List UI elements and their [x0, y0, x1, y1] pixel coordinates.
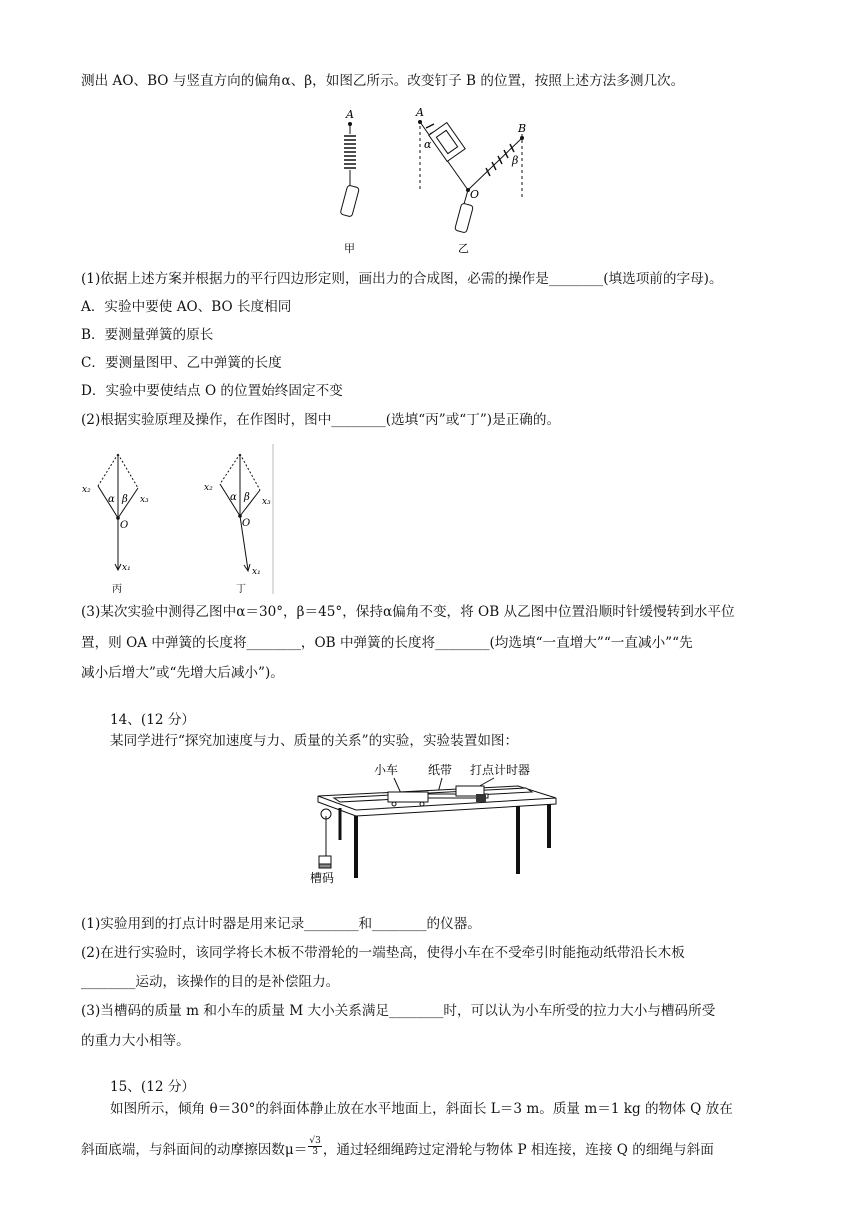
option-a: A．实验中要使 AO、BO 长度相同: [81, 299, 292, 315]
figure-bing: [82, 454, 149, 594]
ding-x1: x₁: [252, 567, 261, 577]
jia-label-A: A: [346, 108, 354, 121]
figure-jia: [340, 108, 359, 255]
label-timer: 打点计时器: [470, 763, 531, 777]
mu-denominator: 3: [312, 1147, 318, 1157]
bing-x3: x₃: [140, 495, 149, 505]
question-2: (2)根据实验原理及操作，在作图时，图中________(选填“丙”或“丁”)是正确的。: [81, 412, 561, 428]
heading-14: 14、(12 分）: [110, 712, 196, 728]
spring-scale-figure: [320, 100, 550, 260]
bing-caption: 丙: [112, 584, 122, 594]
question-3-line-1: (3)某次实验中测得乙图中α＝30°，β＝45°，保持α偏角不变，将 OB 从乙图中位置沿顺时针缓慢转到水平位: [81, 604, 735, 620]
bing-x1: x₁: [122, 563, 131, 573]
yi-label-A: A: [416, 106, 424, 119]
question-14-2-line-1: (2)在进行实验时，该同学将长木板不带滑轮的一端垫高，使得小车在不受牵引时能拖动纸带沿长木板: [81, 945, 685, 961]
apparatus-figure: [304, 758, 564, 908]
jia-caption: 甲: [344, 242, 355, 255]
question-14-3-line-1: (3)当槽码的质量 m 和小车的质量 M 大小关系满足________时，可以认为小车所受的拉力大小与槽码所受: [81, 1003, 716, 1019]
ding-x3: x₃: [262, 497, 271, 507]
question-14-2-line-2: ________运动，该操作的目的是补偿阻力。: [81, 974, 340, 990]
yi-label-B: B: [518, 122, 527, 135]
question-14-3-line-2: 的重力大小相等。: [81, 1033, 190, 1049]
yi-label-beta: β: [512, 154, 519, 167]
question-3-line-2: 置，则 OA 中弹簧的长度将________，OB 中弹簧的长度将________(均选填“一直增大”“一直减小”“先: [81, 635, 693, 651]
label-car: 小车: [374, 763, 399, 777]
bing-x2: x₂: [82, 485, 91, 495]
ding-beta: β: [244, 492, 250, 503]
figure-ding: [204, 454, 271, 594]
yi-label-O: O: [470, 188, 480, 201]
question-3-line-3: 减小后增大”或“先增大后减小”)。: [81, 665, 284, 681]
ding-x2: x₂: [204, 483, 213, 493]
force-diagram-figure: [80, 444, 280, 594]
problem-15-text-a: 斜面底端，与斜面间的动摩擦因数μ＝: [81, 1142, 308, 1158]
label-tape: 纸带: [428, 763, 453, 777]
ding-alpha: α: [230, 492, 237, 503]
option-d: D．实验中要使结点 O 的位置始终固定不变: [81, 383, 343, 399]
figure-yi: [415, 106, 526, 255]
question-1: (1)依据上述方案并根据力的平行四边形定则，画出力的合成图，必需的操作是________(填选项前的字母)。: [81, 271, 723, 287]
yi-caption: 乙: [458, 242, 469, 255]
ding-O: O: [242, 518, 251, 529]
bing-beta: β: [122, 494, 128, 505]
option-c: C．要测量图甲、乙中弹簧的长度: [81, 355, 282, 371]
question-14-1: (1)实验用到的打点计时器是用来记录________和________的仪器。: [81, 916, 481, 932]
label-weight: 槽码: [310, 871, 335, 885]
mu-fraction: [308, 1136, 321, 1157]
option-b: B．要测量弹簧的原长: [81, 327, 214, 343]
problem-15-line-1: 如图所示，倾角 θ＝30°的斜面体静止放在水平地面上，斜面长 L＝3 m。质量 m＝1 kg 的物体 Q 放在: [110, 1101, 733, 1117]
bing-alpha: α: [108, 494, 115, 505]
problem-15-text-c: ，通过轻细绳跨过定滑轮与物体 P 相连接，连接 Q 的细绳与斜面: [322, 1142, 714, 1158]
yi-label-alpha: α: [424, 138, 432, 151]
heading-15: 15、(12 分）: [110, 1079, 196, 1095]
mu-numerator: √3: [309, 1136, 321, 1146]
ding-caption: 丁: [236, 584, 246, 594]
text-line-1: 测出 AO、BO 与竖直方向的偏角α、β，如图乙所示。改变钉子 B 的位置，按照上述方法多测几次。: [81, 73, 685, 89]
problem-14-intro: 某同学进行“探究加速度与力、质量的关系”的实验，实验装置如图：: [110, 733, 519, 749]
bing-O: O: [120, 520, 129, 531]
problem-15-line-2: [81, 1136, 782, 1161]
